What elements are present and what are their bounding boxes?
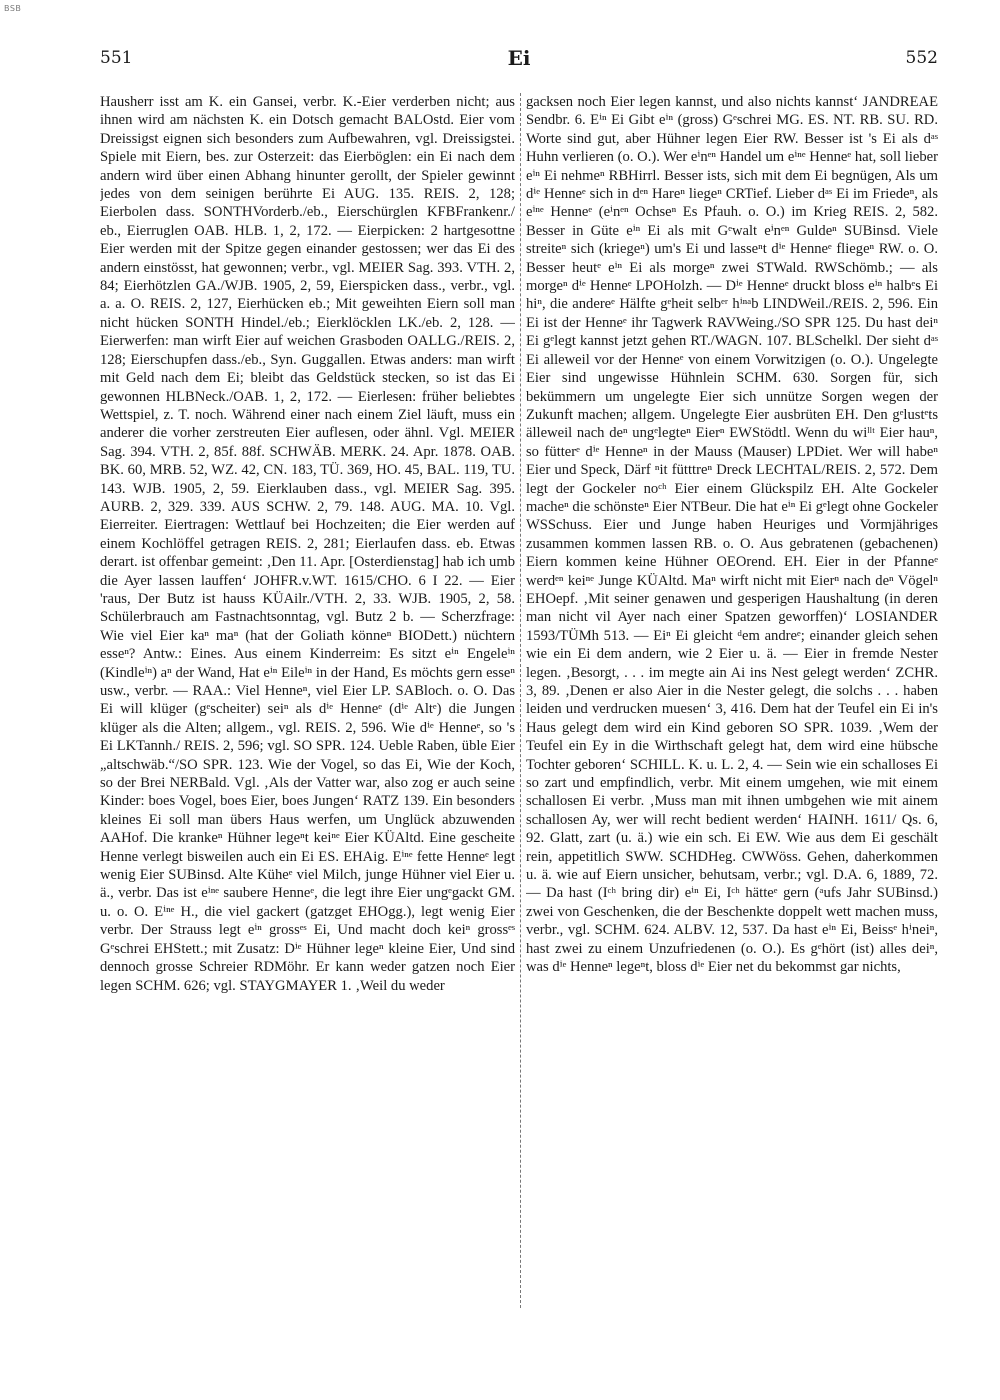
page-number-right: 552 — [905, 48, 938, 68]
right-column — [526, 93, 938, 1308]
page-header — [100, 48, 938, 72]
page-number-left: 551 — [100, 48, 133, 68]
column-divider — [520, 93, 521, 1308]
library-stamp: BSB — [4, 4, 22, 13]
left-column-text: Hausherr isst am K. ein Gansei, verbr. K.-Eier verderben nicht; aus ihnen wird am nächsten K. ein Dotsch gemacht BALOstd. Eier vom Dreissigst eignen sich besonders zum Aufbewahren, vgl. Dreissigstei. Spiele mit Eiern, bes. zur Osterzeit: das Eierböglen: ein Ei nach dem andern wird über einen Abhang hinunter gerollt, der Spieler gewinnt jedes von dem seinigen berührte Ei AUG. 135. REIS. 2, 128; Eierbolen dass. SONTHVorderb./eb., Eierschürglen KFBFrankenr./ eb., Eierruglen OAB. HLB. 1, 2, 172. — Eierpicken: 2 hartgesottne Eier werden mit der Spitze gegen einander gestossen; wer das Ei des andern einstösst, hat gewonnen; verbr., vgl. MEIER Sag. 393. VTH. 2, 84; Eierhötzlen GA./WJB. 1905, 2, 59, Eierspicken dass., verbr., vgl. a. a. O. REIS. 2, 127, Eierhücken eb.; Mit geweihten Eiern soll man nicht hücken SONTH Hindel./eb.; Eierklöcklen LK./eb. 2, 128. — Eierwerfen: man wirft Eier auf weichen Grasboden OALLG./REIS. 2, 128; Eierschupfen dass./eb., Syn. Guggallen. Etwas anders: man wirft mit Geld nach dem Ei; bleibt das Geldstück stecken, so ist das Ei gewonnen HLBNeck./OAB. 1, 2, 172. — Eierlesen: früher beliebtes Wettspiel, z. T. noch. Während einer nach einem Ziel läuft, muss ein anderer die vorher zerstreuten Eier auflesen, oder ähnl. Vgl. MEIER Sag. 394. VTH. 2, 85f. 88f. SCHWÄB. MERK. 24. Apr. 1878. OAB. BK. 60, MRB. 52, WZ. 42, CN. 183, TÜ. 369, HO. 45, BAL. 119, TU. 143. WJB. 1905, 2, 59. Eierklauben dass., vgl. MEIER Sag. 395. AURB. 2, 329. 339. AUS SCHW. 2, 79. 148. AUG. MA. 10. Vgl. Eierreiter. Eiertragen: Wettlauf bei Hochzeiten; die Eier werden auf einem Kochlöffel getragen REIS. 2, 281; Eierlaufen dass. eb. Etwas derart. ist offenbar gemeint: ‚Den 11. Apr. [Osterdienstag] hab ich umb die Ayer lassen lauffen‘ JOHFR.v.WT. 1615/CHO. 6 I 22. — Eier 'raus, Der Butz ist hauss KÜAilr./VTH. 2, 33. WJB. 1905, 2, 58. Schülerbrauch am Fastnachtsonntag, vgl. Butz 2 b. — Scherzfrage: Wie viel Eier kaⁿ maⁿ (hat der Goliath könneⁿ BIODett.) nüchtern esseⁿ? Antw.: Eines. Aus einem Kinderreim: Es sitzt eⁱⁿ Engeleⁱⁿ (Kindleⁱⁿ) aⁿ der Wand, Hat eⁱⁿ Eileⁱⁿ in der Hand, Es möchts gern esseⁿ usw., verbr. — RAA.: Viel Henneⁿ, viel Eier LP. SABloch. o. O. Das Ei will klüger (gᵉscheiter) seiⁿ als dⁱᵉ Henneᵉ (dⁱᵉ Altᵉ) die Jungen klüger als die Alten; allgem., vgl. REIS. 2, 596. Wie dⁱᵉ Henneᵉ, so 's Ei LKTannh./ REIS. 2, 596; vgl. SO SPR. 124. Ueble Raben, üble Eier „altschwäb.“/SO SPR. 123. Wie der Vogel, so das Ei, Wie der Koch, so der Brei NERBald. Vgl. ‚Als der Vatter war, also zog er auch seine Kinder: boes Vogel, boes Eier, boes Jungen‘ RATZ 139. Ein besonders kleines Ei soll man übers Haus werfen, um Unglück abzuwenden AAHof. Die krankeⁿ Hühner legeⁿt keiⁿᵉ Eier KÜAltd. Eine gescheite Henne verlegt bisweilen auch ein Ei ES. EHAig. Eⁱⁿᵉ fette Henneᵉ legt wenig Eier SUBinsd. Alte Küheᵉ viel Milch, junge Hühner viel Eier u. ä., verbr. Das ist eⁱⁿᵉ saubere Henneᵉ, die legt ihre Eier ungᵉgackt GM. u. o. O. Eⁱⁿᵉ H., die viel gackert (gatzget EHOgg.), legt wenig Eier verbr. Der Strauss legt eⁱⁿ grossᵉˢ Ei, Und macht doch keiⁿ grossᵉˢ Gᵉschrei EHStett.; mit Zusatz: Dⁱᵉ Hühner legeⁿ kleine Eier, Und sind dennoch grosse Schreier RDMöhr. Er kann weder gatzen noch Eier legen SCHM. 626; vgl. STAYGMAYER 1. ‚Weil du weder — [100, 94, 515, 994]
headword: Ei — [507, 46, 531, 70]
left-column — [100, 93, 515, 1308]
right-column-text: gacksen noch Eier legen kannst, und also nichts kannst‘ JANDREAE Sendbr. 6. Eⁱⁿ Ei Gibt eⁱⁿ (gross) Gᵉschrei MG. ES. NT. RB. SU. RD. Worte sind gut, aber Hühner legen Eier RW. Besser ist 's Ei als dᵃˢ Huhn verlieren (o. O.). Wer eⁱnᵉⁿ Handel um eⁱⁿᵉ Henneᵉ hat, soll lieber eⁱⁿ Ei nehmeⁿ RBHirrl. Besser ists, sich mit dem Ei begnügen, Als um dⁱᵉ Henneᵉ sich in dᵉⁿ Hareⁿ liegeⁿ CRTief. Lieber dᵃˢ Ei im Friedeⁿ, als eⁱⁿᵉ Henneᵉ (eⁱnᵉⁿ Ochseⁿ Es Pfauh. o. O.) im Krieg REIS. 2, 582. Besser in Güte eⁱⁿ Ei als mit Gᵉwalt eⁱnᵉⁿ Guldeⁿ SUBinsd. Viele streiteⁿ sich (kriegeⁿ) um's Ei und lasseⁿt dⁱᵉ Henneᵉ fliegeⁿ RW. o. O. Besser heutᵉ eⁱⁿ Ei als morgeⁿ zwei STWald. RWSchömb.; — als morgeⁿ dⁱᵉ Henneᵉ LPOHolzh. — Dⁱᵉ Henneᵉ druckt bloss eⁱⁿ halbᵉs Ei hiⁿ, die andereᵉ Hälfte gᵉheit selbᵉʳ hⁱⁿᵃb LINDWeil./REIS. 2, 596. Ein Ei ist der Henneᵉ ihr Tagwerk RAVWeing./SO SPR 125. Du hast deiⁿ Ei gᵉlegt kannst jetzt gehen RT./WAGN. 107. BLSchelkl. Der sieht dᵃˢ Ei alleweil vor der Henneᵉ von einem Vorwitzigen (o. O.). Ungelegte Eier sind ungewisse Hühnlein SCHM. 630. Sorgen für, sich bekümmern um ungelegte Eier sich unnütze Sorgen wegen der Zukunft machen; allgem. Ungelegte Eier ausbrüten EH. Den gᵉlustᵉts älleweil nach deⁿ ungᵉlegteⁿ Eierⁿ EWStödtl. Wenn du wiˡˡᵗ Eier hauⁿ, so fütterᵉ dⁱᵉ Henneⁿ in der Mauss (Mauser) LPDiet. Wer will habeⁿ Eier und Speck, Därf ⁿit fütttreⁿ Dreck LECHTAL/REIS. 2, 572. Dem legt der Gockeler noᶜʰ Eier einem Glückspilz EH. Alte Gockeler macheⁿ die schönsteⁿ Eier NTBeur. Die hat eⁱⁿ Ei gᵉlegt ohne Gockeler WSSchuss. Eier und Junge haben Heuriges und Vormjähriges zusammen kommen lassen RB. o. O. Aus gebratenen (gebachenen) Eiern kommen keine Hühner OEOrend. EH. Eier in der Pfanneᵉ werdᵉⁿ keiⁿᵉ Junge KÜAltd. Maⁿ wirft nicht mit Eierⁿ nach deⁿ Vögelⁿ EHOepf. ‚Mit seiner genawen und gesperigen Haushaltung (in deren man nicht vil Ayer nach einer Spatzen geworffen)‘ LOSIANDER 1593/TÜMh 513. — Eiⁿ Ei gleicht ᵈem andreᵉ; einander gleich sehen wie ein Ei dem andern, wie 2 Eier u. ä. — Eier in fremde Nester legen. ‚Besorgt, . . . im megte ain Ai ins Nest gelegt werden‘ ZCHR. 3, 89. ‚Denen er also Aier in die Nester gelegt, die solchs . . . haben leiden und verdrucken muesen‘ 3, 416. Dem hat der Teufel ein Ei in's Haus gelegt dem wird ein Kind geboren SO SPR. 1039. ‚Wem der Teufel ein Ey in die Wirthschaft gelegt hat, dem wird eine hübsche Tochter geboren‘ SCHILL. K. u. L. 2, 4. — Sein wie ein schalloses Ei so zart und empfindlich, verbr. Mit einem umgehen, wie mit einem schallosen Ei verbr. ‚Muss man mit ihnen umbgehen wie mit ainem schallosen Ay, wer will recht bedient werden‘ HAINH. 1611/ Qs. 6, 92. Glatt, zart (u. ä.) wie ein sch. Ei EW. Wie aus dem Ei geschält rein, appetitlich SWW. SCHDHeg. CWWöss. Gehen, daherkommen u. ä. wie auf Eiern unsicher, behutsam, verbr.; vgl. D.A. 6, 1889, 72. — Da hast (Iᶜʰ bring dir) eⁱⁿ Ei, Iᶜʰ hätteᵉ gern (ᵃufs Jahr SUBinsd.) zwei von Geschenken, die der Beschenkte doppelt wett machen muss, verbr., vgl. SCHM. 624. ALBV. 12, 537. Da hast eⁱⁿ Ei, Beissᵉ hⁱneiⁿ, hast zwei zu einem Unzufriedenen (o. O.). Es gᵉhört (ist) alles deiⁿ, was dⁱᵉ Henneⁿ legeⁿt, bloss dⁱᵉ Eier net du bekommst gar nichts, — [526, 94, 938, 976]
